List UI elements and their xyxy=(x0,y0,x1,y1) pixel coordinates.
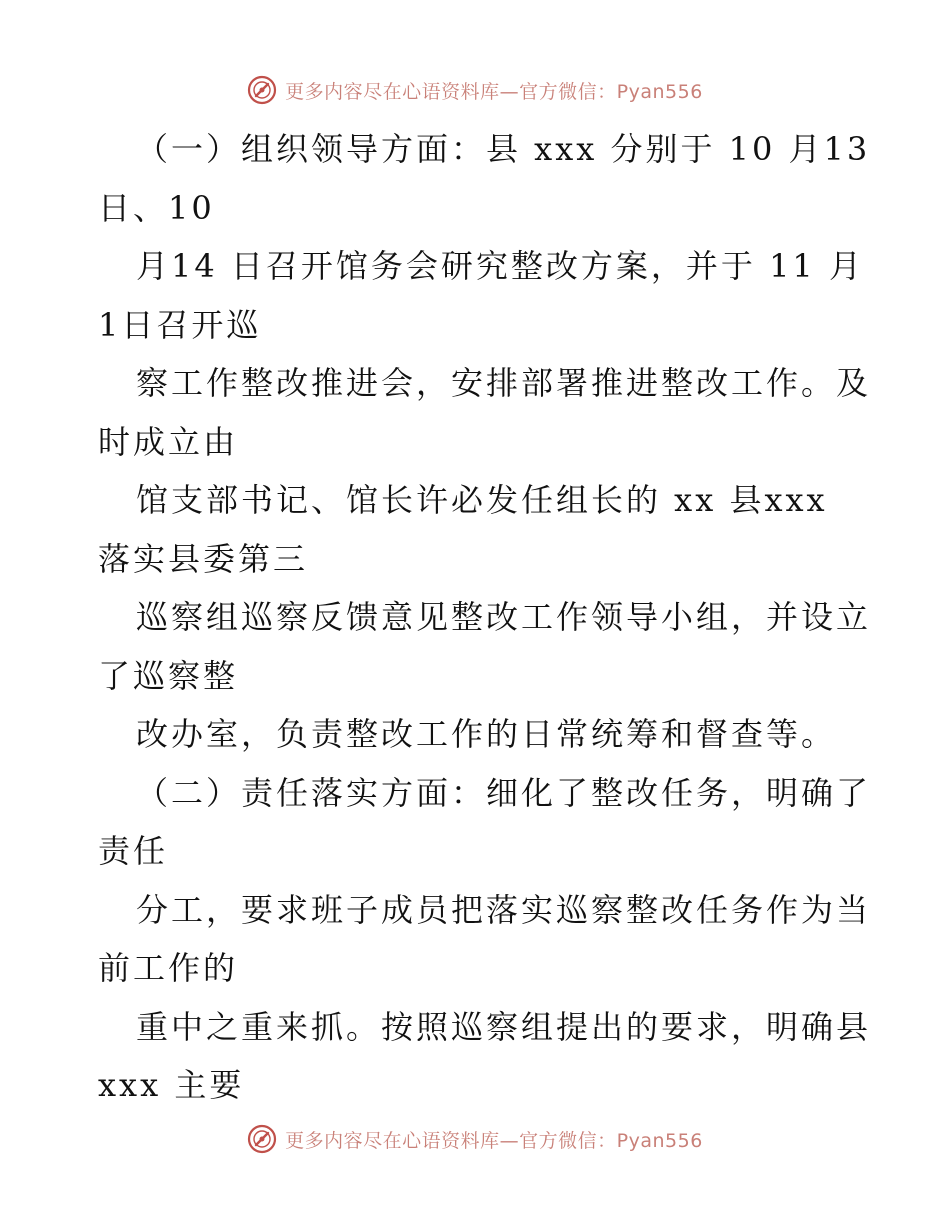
text-line: 责任 xyxy=(98,832,169,870)
text-line: 前工作的 xyxy=(98,949,239,987)
text-line: 改办室，负责整改工作的日常统筹和督查等。 xyxy=(136,715,837,753)
seal-logo-icon xyxy=(247,75,277,105)
text-line: （一）组织领导方面：县 xxx 分别于 10 月13 xyxy=(136,130,871,168)
text-line: 日、10 xyxy=(98,188,215,227)
text-line: xxx 主要 xyxy=(98,1066,245,1104)
text-line: 重中之重来抓。按照巡察组提出的要求，明确县 xyxy=(136,1007,872,1046)
text-line: 察工作整改推进会，安排部署推进整改工作。及 xyxy=(136,364,872,402)
watermark-text: 更多内容尽在心语资料库—官方微信：Pyan556 xyxy=(285,80,703,103)
watermark-text: 更多内容尽在心语资料库—官方微信：Pyan556 xyxy=(285,1129,703,1152)
text-line: 巡察组巡察反馈意见整改工作领导小组，并设立 xyxy=(136,598,872,636)
document-body xyxy=(98,120,872,1115)
text-line: 馆支部书记、馆长许必发任组长的 xx 县xxx xyxy=(136,481,828,519)
text-line: 月14 日召开馆务会研究整改方案，并于 11 月 xyxy=(136,247,864,285)
watermark-footer xyxy=(0,1119,950,1159)
text-line: 了巡察整 xyxy=(98,656,239,695)
text-line: 1日召开巡 xyxy=(98,305,262,344)
text-line: 分工，要求班子成员把落实巡察整改任务作为当 xyxy=(136,890,872,929)
text-line: （二）责任落实方面：细化了整改任务，明确了 xyxy=(136,773,872,812)
text-line: 时成立由 xyxy=(98,422,239,461)
watermark-header xyxy=(0,70,950,110)
seal-logo-icon xyxy=(247,1124,277,1154)
text-line: 落实县委第三 xyxy=(98,539,309,578)
